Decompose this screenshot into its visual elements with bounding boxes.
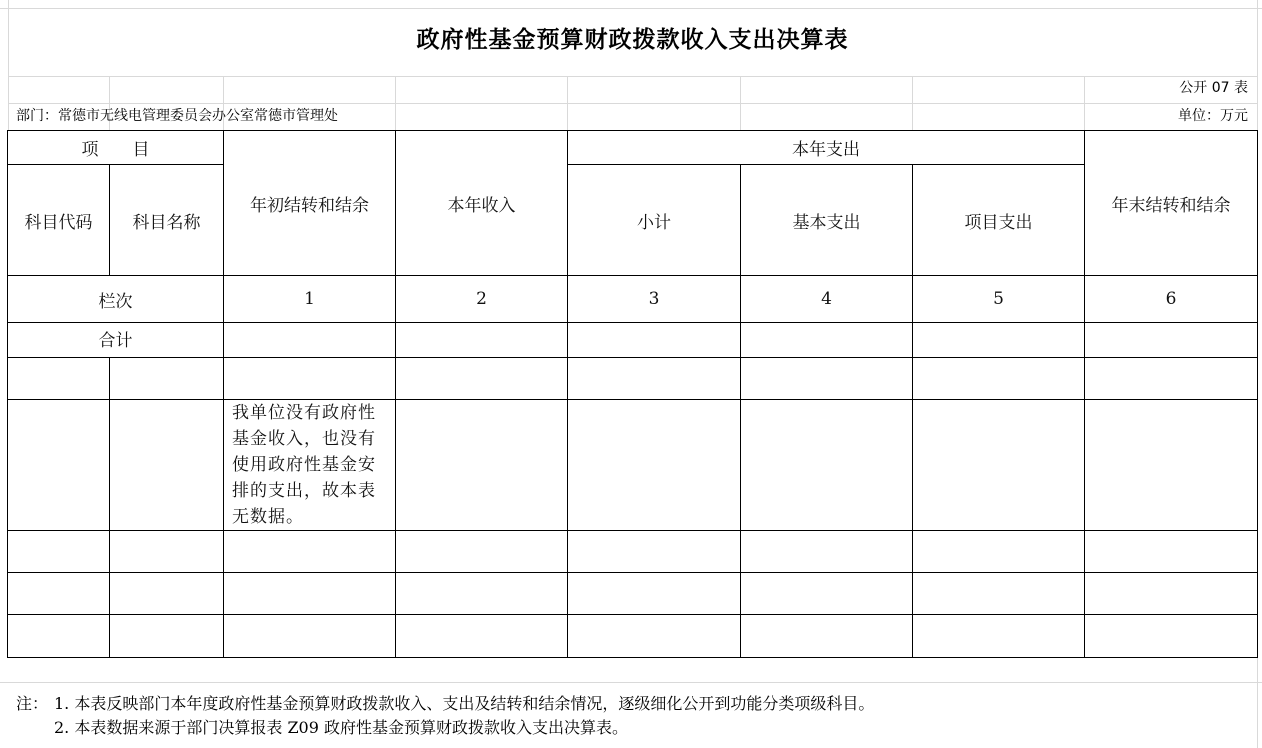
column-number-row	[8, 276, 1258, 323]
column-number: 2	[396, 276, 568, 323]
header-item: 项 目	[8, 131, 224, 165]
table-cell	[1085, 400, 1258, 531]
grid-line	[1084, 76, 1085, 130]
grid-line	[8, 0, 9, 130]
table-cell	[224, 531, 396, 573]
table-cell	[741, 615, 913, 658]
header-expense-group: 本年支出	[568, 131, 1085, 165]
header-subtotal: 小计	[568, 165, 741, 276]
table-cell	[396, 358, 568, 400]
grid-line	[8, 76, 1258, 77]
table-cell	[568, 323, 741, 358]
table-cell	[741, 400, 913, 531]
total-label: 合计	[8, 323, 224, 358]
table-cell	[1085, 615, 1258, 658]
table-cell	[110, 615, 224, 658]
grid-line	[567, 76, 568, 130]
table-row	[8, 531, 1258, 573]
unit-label: 单位：万元	[1178, 108, 1248, 124]
table-cell	[224, 573, 396, 615]
column-row-label: 栏次	[8, 276, 224, 323]
table-cell	[110, 573, 224, 615]
table-cell	[1085, 358, 1258, 400]
header-row-2	[8, 165, 1258, 276]
table-cell	[396, 323, 568, 358]
table-cell	[913, 358, 1085, 400]
table-cell	[913, 531, 1085, 573]
table-cell	[913, 323, 1085, 358]
column-number: 6	[1085, 276, 1258, 323]
total-row	[8, 323, 1258, 358]
header-income: 本年收入	[396, 131, 568, 276]
table-row	[8, 358, 1258, 400]
table-cell	[568, 400, 741, 531]
table-cell	[396, 573, 568, 615]
table-cell	[396, 615, 568, 658]
grid-line	[912, 76, 913, 130]
table-row	[8, 400, 1258, 531]
budget-table	[7, 130, 1258, 658]
footnote-text: 1. 本表反映部门本年度政府性基金预算财政拨款收入、支出及结转和结余情况，逐级细化公开到功能分类项级科目。	[54, 694, 875, 713]
table-row	[8, 573, 1258, 615]
column-number: 1	[224, 276, 396, 323]
table-cell	[741, 573, 913, 615]
table-cell	[8, 400, 110, 531]
header-row-1	[8, 131, 1258, 165]
header-name: 科目名称	[110, 165, 224, 276]
table-cell	[8, 531, 110, 573]
table-cell	[913, 615, 1085, 658]
table-row	[8, 615, 1258, 658]
table-cell	[8, 615, 110, 658]
footnotes	[16, 692, 874, 740]
footnote-item	[16, 716, 874, 740]
table-cell	[913, 573, 1085, 615]
footnote-text: 2. 本表数据来源于部门决算报表 Z09 政府性基金预算财政拨款收入支出决算表。	[54, 718, 629, 737]
table-cell	[741, 358, 913, 400]
table-cell	[741, 323, 913, 358]
table-cell	[110, 400, 224, 531]
footnote-item	[16, 692, 874, 716]
footnote-lead: 注：	[16, 694, 49, 713]
header-project: 项目支出	[913, 165, 1085, 276]
no-data-note: 我单位没有政府性基金收入，也没有使用政府性基金安排的支出，故本表无数据。	[224, 400, 396, 531]
table-cell	[568, 358, 741, 400]
column-number: 3	[568, 276, 741, 323]
table-cell	[224, 615, 396, 658]
table-cell	[1085, 573, 1258, 615]
grid-line	[0, 682, 1262, 683]
table-cell	[1085, 531, 1258, 573]
table-cell	[110, 358, 224, 400]
table-cell	[110, 531, 224, 573]
header-code: 科目代码	[8, 165, 110, 276]
grid-line	[8, 103, 1258, 104]
table-cell	[8, 358, 110, 400]
table-cell	[913, 400, 1085, 531]
table-cell	[224, 358, 396, 400]
table-cell	[568, 573, 741, 615]
header-end-balance: 年末结转和结余	[1085, 131, 1258, 276]
column-number: 5	[913, 276, 1085, 323]
column-number: 4	[741, 276, 913, 323]
grid-line	[740, 76, 741, 130]
grid-line	[0, 8, 1262, 9]
form-number: 公开 07 表	[1179, 80, 1248, 96]
table-cell	[741, 531, 913, 573]
department-label: 部门：常德市无线电管理委员会办公室常德市管理处	[16, 108, 338, 124]
table-cell	[224, 323, 396, 358]
header-basic: 基本支出	[741, 165, 913, 276]
table-cell	[568, 531, 741, 573]
table-cell	[396, 400, 568, 531]
table-cell	[8, 573, 110, 615]
grid-line	[395, 76, 396, 130]
table-cell	[568, 615, 741, 658]
page-title: 政府性基金预算财政拨款收入支出决算表	[416, 27, 849, 53]
table-cell	[396, 531, 568, 573]
header-begin-balance: 年初结转和结余	[224, 131, 396, 276]
table-cell	[1085, 323, 1258, 358]
